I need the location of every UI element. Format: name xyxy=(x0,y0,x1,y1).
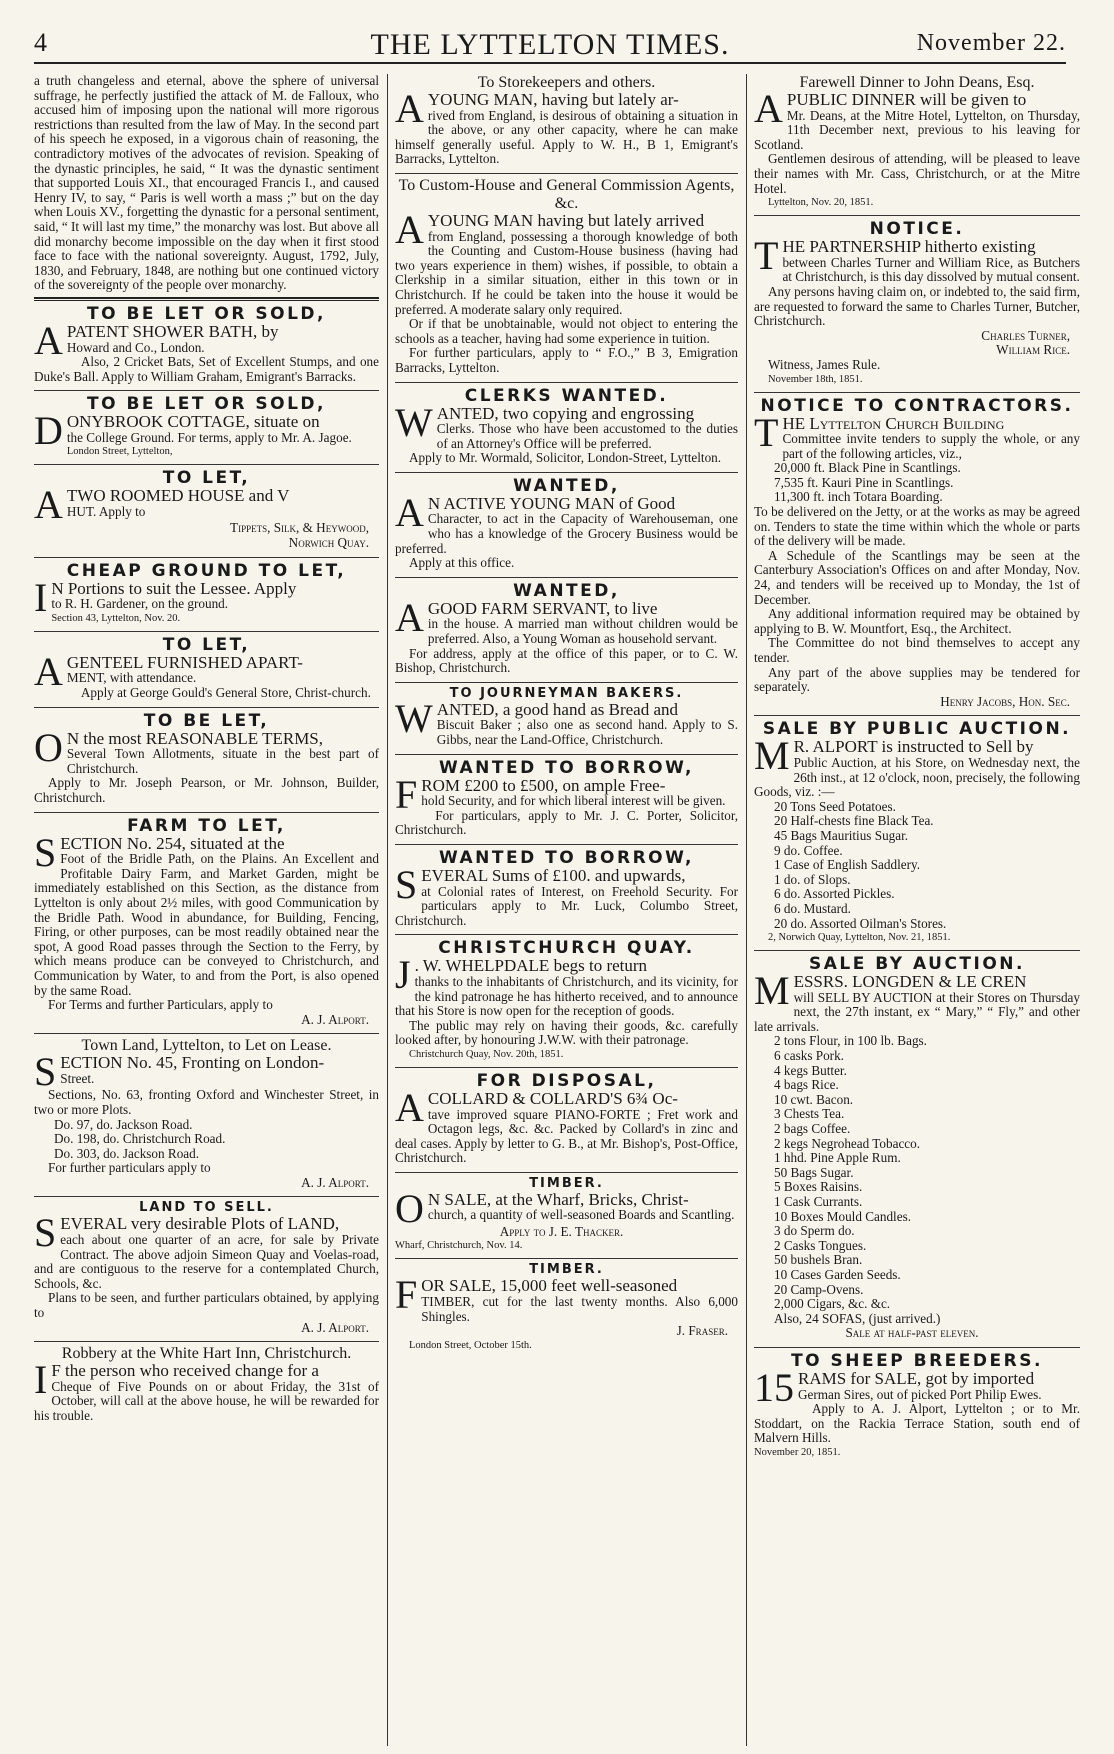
ad-farewell-dinner xyxy=(754,74,1080,212)
divider xyxy=(395,577,738,578)
divider xyxy=(754,950,1080,951)
ad-heading: TO JOURNEYMAN BAKERS. xyxy=(449,685,684,701)
ad-text: HUT. Apply to xyxy=(66,504,146,520)
drop-cap: S xyxy=(34,829,57,875)
ad-notice-partnership xyxy=(754,219,1080,388)
list-item: Also, 24 SOFAS, (just arrived.) xyxy=(774,1310,941,1326)
list-item: 1 Cask Currants. xyxy=(774,1194,863,1209)
divider xyxy=(395,844,738,845)
ad-heading: TIMBER. xyxy=(529,1262,604,1278)
ad-lead: ANTED, two copying and engrossing xyxy=(436,403,695,423)
ad-storekeepers xyxy=(395,74,738,170)
divider xyxy=(754,215,1080,216)
ad-text: to R. H. Gardener, on the ground. xyxy=(51,596,229,612)
drop-cap: S xyxy=(34,1210,57,1256)
ad-heading: TO BE LET, xyxy=(143,710,270,731)
drop-cap: M xyxy=(754,733,790,779)
column-3 xyxy=(754,74,1080,1462)
list-item: 50 bushels Bran. xyxy=(774,1252,863,1268)
list-item: 7,535 ft. Kauri Pine in Scantlings. xyxy=(774,474,954,490)
ad-heading: Farewell Dinner to John Deans, Esq. xyxy=(799,74,1035,91)
ad-lead: HE Lyttelton Church Building xyxy=(782,413,1005,433)
list-item: 45 Bags Mauritius Sugar. xyxy=(774,827,909,843)
ad-lead: ECTION No. 45, Fronting on London- xyxy=(60,1053,325,1073)
ad-text: Apply to Mr. Wormald, Solicitor, London-Street, Lyttelton. xyxy=(409,450,722,466)
ad-lead: GOOD FARM SERVANT, to live xyxy=(427,598,658,618)
divider xyxy=(34,1341,379,1342)
ad-lead: YOUNG MAN having but lately arrived xyxy=(427,210,705,230)
ad-text: Committee invite tenders to supply the whole, or any part of the following articles, viz., xyxy=(782,431,1080,461)
ad-signature: Norwich Quay. xyxy=(288,535,369,551)
drop-cap: T xyxy=(754,409,779,455)
ad-witness: Witness, James Rule. xyxy=(768,356,881,372)
ad-text: Cheque of Five Pounds on or about Friday, the 31st of October, will call at the above house, he will be rewarded for his trouble. xyxy=(34,1378,379,1423)
ad-text: Apply to A. J. Alport, Lyttelton ; or to Mr. Stoddart, on the Rackia Terrace Station, south end of Malvern Hills. xyxy=(754,1401,1080,1446)
ad-text: For Terms and further Particulars, apply to xyxy=(48,997,273,1013)
drop-cap: M xyxy=(754,968,790,1014)
ad-lead: ANTED, a good hand as Bread and xyxy=(436,699,679,719)
ad-text: Apply to Mr. Joseph Pearson, or Mr. Johnson, Builder, Christchurch. xyxy=(34,775,379,805)
ad-heading: Town Land, Lyttelton, to Let on Lease. xyxy=(81,1037,332,1055)
ad-farm-to-let xyxy=(34,816,379,1031)
drop-cap: W xyxy=(395,695,433,741)
list-item: 10 Boxes Mould Candles. xyxy=(774,1208,912,1224)
ad-shower-bath xyxy=(34,304,379,387)
list-item: 50 Bags Sugar. xyxy=(774,1164,854,1180)
ad-text: Clerks. Those who have been accustomed to the duties of an Attorney's Office will be preferred. xyxy=(436,421,738,451)
divider xyxy=(395,934,738,935)
list-item: 9 do. Coffee. xyxy=(774,842,843,858)
ad-journeyman-bakers xyxy=(395,686,738,751)
ad-heading: CHEAP GROUND TO LET, xyxy=(66,560,347,581)
list-item: 2 Casks Tongues. xyxy=(774,1237,867,1253)
ad-lead: N SALE, at the Wharf, Bricks, Christ- xyxy=(427,1189,689,1209)
ad-text: TIMBER, cut for the last twenty months. Also 6,000 Shingles. xyxy=(421,1294,738,1324)
ad-heading: NOTICE. xyxy=(869,219,965,240)
drop-cap: D xyxy=(34,408,63,454)
divider xyxy=(395,1172,738,1173)
ad-timber-2 xyxy=(395,1262,738,1354)
list-item: 2 bags Coffee. xyxy=(774,1121,851,1137)
ad-text: will SELL BY AUCTION at their Stores on Thursday next, the 27th instant, ex “ Mary,” “ Fly,” and other late arrivals. xyxy=(754,989,1080,1034)
ad-text: rived from England, is desirous of obtaining a situation in the above, or any other capacity, where he can make himself generally useful. Apply to W. H., B 1, Emigrant's Barracks, Lyttelton. xyxy=(395,107,738,167)
ad-two-roomed-house xyxy=(34,468,379,553)
drop-cap: A xyxy=(395,206,424,252)
ad-text: Howard and Co., London. xyxy=(66,339,205,355)
ad-lead: ROM £200 to £500, on ample Free- xyxy=(421,775,666,795)
ad-sheep-breeders xyxy=(754,1351,1080,1462)
ad-text: Or if that be unobtainable, would not object to entering the schools as a teacher, having had some experience in tuition. xyxy=(395,316,738,346)
drop-cap: 15 xyxy=(754,1364,794,1410)
drop-cap: I xyxy=(34,1357,48,1403)
ad-text: in the house. A married man without children would be preferred. Also, a Young Woman as household servant. xyxy=(427,616,738,647)
ad-text: For further particulars, apply to “ F.O.,” B 3, Emigration Barracks, Lyttelton. xyxy=(395,345,738,375)
list-item: 10 Cases Garden Seeds. xyxy=(774,1266,901,1282)
ad-text: from England, possessing a thorough knowledge of both the Counting and Custom-House business (having had two years experience in them) wishes, if possible, to obtain a Clerkship in a similar situation, either in this town or in Christchurch. If he could be taken into the house it would be preferred. A moderate salary only required. xyxy=(395,228,738,317)
divider xyxy=(34,390,379,391)
ad-signature: A. J. Alport. xyxy=(301,1319,369,1335)
ad-heading: SALE BY AUCTION. xyxy=(809,954,1025,975)
ad-signature: Henry Jacobs, Hon. Sec. xyxy=(940,693,1070,709)
ad-lead: N the most REASONABLE TERMS, xyxy=(66,728,324,748)
ad-footer: London Street, October 15th. xyxy=(409,1339,532,1351)
ad-wanted-farm-servant xyxy=(395,581,738,679)
ad-signature: A. J. Alport. xyxy=(301,1011,369,1027)
ad-text: German Sires, out of picked Port Philip Ewes. xyxy=(798,1386,1042,1402)
list-item: Do. 97, do. Jackson Road. xyxy=(54,1116,193,1132)
divider xyxy=(34,812,379,813)
ad-lead: GENTEEL FURNISHED APART- xyxy=(66,652,303,672)
ad-signature: William Rice. xyxy=(996,342,1070,358)
ad-lead: N ACTIVE YOUNG MAN of Good xyxy=(427,493,676,513)
ad-heading: TO LET, xyxy=(162,468,251,489)
ad-footer: Lyttelton, Nov. 20, 1851. xyxy=(768,197,874,209)
list-item: 5 Boxes Raisins. xyxy=(774,1179,863,1195)
ad-custom-house xyxy=(395,177,738,379)
ad-text: Mr. Deans, at the Mitre Hotel, Lyttelton, on Thursday, 11th December next, previous to his leaving for Scotland. xyxy=(754,107,1080,152)
divider xyxy=(754,1347,1080,1348)
ad-signature: Apply to J. E. Thacker. xyxy=(499,1223,624,1239)
article-continuation: a truth changeless and eternal, above the sphere of universal suffrage, he perfectly justified the attack of M. de Falloux, who accused him of imposing upon the national will more rigorous restrictions than resulted from the law of May. In the second part of his speech he exposed, in a vigorous chain of reasoning, the contradictory motives of the advocates of revision. Speaking of the dynastic principles, he said, “ It was the dynastic sentiment that supported Louis XI., that encouraged Francis I., and caused Henry IV, to say, “ Paris is well worth a mass ;” but on the day when Louis XV., forgetting the dynastic for a personal sentiment, said, “ It will last my time,” the monarchy was lost. But above all did monarchy become impossible on the day when it first stood face to face with the national sovereignty. August, 1792, July, 1830, and February, 1848, are nothing but one continued victory of the sovereignty of the people over monarchy. xyxy=(34,73,379,293)
ad-lead: PUBLIC DINNER will be given to xyxy=(786,90,1027,109)
ad-text: Gentlemen desirous of attending, will be pleased to leave their names with Mr. Cass, Christchurch, or at the Mitre Hotel. xyxy=(754,151,1080,196)
divider xyxy=(395,472,738,473)
page-number: 4 xyxy=(34,28,47,57)
ad-heading: SALE BY PUBLIC AUCTION. xyxy=(762,719,1072,740)
drop-cap: O xyxy=(34,724,63,770)
list-item: 3 do Sperm do. xyxy=(774,1223,855,1239)
list-item: 1 hhd. Pine Apple Rum. xyxy=(774,1150,901,1166)
drop-cap: A xyxy=(395,594,424,640)
drop-cap: T xyxy=(754,233,779,279)
ad-text: thanks to the inhabitants of Christchurch, and its vicinity, for the kind patronage he has hitherto received, and to announce that his Store is now open for the reception of goods. xyxy=(395,973,738,1019)
ad-text: Biscuit Baker ; also one as second hand. Apply to S. Gibbs, near the Land-Office, Christchurch. xyxy=(436,717,738,747)
ad-heading: To Custom-House and General Commission Agents, &c. xyxy=(398,176,735,212)
ad-heading: To Storekeepers and others. xyxy=(477,74,656,91)
list-item: 2 tons Flour, in 100 lb. Bags. xyxy=(774,1033,927,1049)
ad-heading: TO LET, xyxy=(162,634,251,655)
list-item: 1 Case of English Saddlery. xyxy=(774,857,921,873)
drop-cap: F xyxy=(395,771,418,817)
ad-heading: TO SHEEP BREEDERS. xyxy=(791,1350,1043,1371)
drop-cap: A xyxy=(395,86,424,131)
ad-text: Sections, No. 63, fronting Oxford and Winchester Street, in two or more Plots. xyxy=(34,1087,379,1117)
drop-cap: I xyxy=(34,574,48,620)
ad-text: church, a quantity of well-seasoned Boards and Scantling. xyxy=(427,1207,735,1223)
ad-lead: . W. WHELPDALE begs to return xyxy=(414,956,648,976)
ad-lead: N Portions to suit the Lessee. Apply xyxy=(51,578,297,598)
ad-lead: YOUNG MAN, having but lately ar- xyxy=(427,90,679,109)
ad-furnished-apartment xyxy=(34,635,379,704)
ad-cheap-ground xyxy=(34,561,379,628)
ad-footer: November 20, 1851. xyxy=(754,1446,841,1458)
ad-text: hold Security, and for which liberal interest will be given. xyxy=(421,793,726,809)
ad-lead: HE PARTNERSHIP hitherto existing xyxy=(782,237,1036,257)
list-item: 20 Tons Seed Potatoes. xyxy=(774,798,896,814)
list-item: 20 do. Assorted Oilman's Stores. xyxy=(774,915,947,931)
list-item: 20 Camp-Ovens. xyxy=(774,1281,864,1297)
ad-wanted-warehouseman xyxy=(395,476,738,574)
ad-heading: LAND TO SELL. xyxy=(139,1200,274,1216)
ad-lead: TWO ROOMED HOUSE and V xyxy=(66,486,290,506)
list-item: 11,300 ft. inch Totara Boarding. xyxy=(774,489,943,505)
ad-text: at Colonial rates of Interest, on Freehold Security. For particulars apply to Mr. Luck, Columbo Street, Christchurch. xyxy=(395,883,738,928)
column-2 xyxy=(395,74,738,1355)
ad-timber-1 xyxy=(395,1176,738,1256)
divider xyxy=(395,682,738,683)
ad-footer: Christchurch Quay, Nov. 20th, 1851. xyxy=(409,1048,564,1060)
ad-footer: Section 43, Lyttelton, Nov. 20. xyxy=(51,612,181,624)
drop-cap: A xyxy=(754,86,783,131)
list-item: 4 kegs Butter. xyxy=(774,1062,847,1078)
list-item: Do. 198, do. Christchurch Road. xyxy=(54,1131,226,1147)
ad-heading: FARM TO LET, xyxy=(127,815,286,836)
list-item: 6 do. Assorted Pickles. xyxy=(774,886,895,902)
divider xyxy=(754,715,1080,716)
ad-text: Several Town Allotments, situate in the best part of Christchurch. xyxy=(66,746,379,776)
newspaper-title: THE LYTTELTON TIMES. xyxy=(370,28,730,61)
ad-lead: ECTION No. 254, situated at the xyxy=(60,833,285,853)
ad-text: Any part of the above supplies may be tendered for separately. xyxy=(754,664,1080,695)
list-item: 2,000 Cigars, &c. &c. xyxy=(774,1296,891,1312)
ad-robbery xyxy=(34,1345,379,1426)
drop-cap: S xyxy=(395,861,418,907)
ad-text: between Charles Turner and William Rice, as Butchers at Christchurch, is this day dissolved by mutual consent. xyxy=(782,254,1080,285)
list-item: 1 do. of Slops. xyxy=(774,871,851,887)
ad-lead: EVERAL Sums of £100. and upwards, xyxy=(421,865,686,885)
column-1 xyxy=(34,74,379,1427)
ad-signature: A. J. Alport. xyxy=(301,1174,369,1190)
ad-heading: TIMBER. xyxy=(529,1175,604,1191)
ad-text: Apply at this office. xyxy=(409,555,515,571)
ad-footer: November 18th, 1851. xyxy=(768,373,863,385)
ad-text: Plans to be seen, and further particulars obtained, by applying to xyxy=(34,1290,379,1321)
ad-heading: CHRISTCHURCH QUAY. xyxy=(438,938,695,959)
drop-cap: W xyxy=(395,399,433,445)
ad-signature: J. Fraser. xyxy=(676,1323,728,1339)
drop-cap: F xyxy=(395,1272,418,1318)
ad-text: Foot of the Bridle Path, on the Plains. An Excellent and Profitable Dairy Farm, and Market Garden, might be immediately established on this Section, as the distance from Lyttelton is only about 2½ miles, with good Communication by the Bridle Path. Wood in abundance, for Building, Fencing, Firing, or other purposes, can be most readily obtained near the spot, A good Road passes through the Section to the Ferry, by which means produce can be conveyed to Christchurch, and Communication by Water, to and from the Port, is also opened by the same Road. xyxy=(34,851,379,998)
ad-lead: F the person who received change for a xyxy=(51,1361,319,1381)
list-item: 4 bags Rice. xyxy=(774,1077,839,1093)
ad-heading: NOTICE TO CONTRACTORS. xyxy=(760,395,1074,416)
ad-text: The public may rely on having their goods, &c. carefully looked after, by honouring J.W.W. with their patronage. xyxy=(395,1017,738,1048)
ad-footer: Wharf, Christchurch, Nov. 14. xyxy=(395,1240,523,1252)
ad-text: Also, 2 Cricket Bats, Set of Excellent Stumps, and one Duke's Ball. Apply to William Graham, Emigrant's Barracks. xyxy=(34,354,379,384)
list-item: 20,000 ft. Black Pine in Scantlings. xyxy=(774,460,961,476)
drop-cap: J xyxy=(395,952,411,998)
ad-donybrook-cottage xyxy=(34,394,379,461)
ad-lead: ONYBROOK COTTAGE, situate on xyxy=(66,412,320,432)
ad-footer: London Street, Lyttelton, xyxy=(66,446,173,458)
ad-heading: TO BE LET OR SOLD, xyxy=(87,303,326,324)
ad-wanted-to-borrow-1 xyxy=(395,758,738,841)
ad-wanted-to-borrow-2 xyxy=(395,848,738,931)
ad-text: Any additional information required may be obtained by applying to B. W. Mountfort, Esq., the Architect. xyxy=(754,606,1080,636)
drop-cap: A xyxy=(34,482,63,528)
divider xyxy=(754,392,1080,393)
divider xyxy=(34,464,379,465)
masthead xyxy=(34,28,1066,64)
ad-lead: ESSRS. LONGDEN & LE CREN xyxy=(793,972,1027,992)
ad-text: MENT, with attendance. xyxy=(66,670,197,686)
ad-text: Apply at George Gould's General Store, Christ-church. xyxy=(80,685,371,701)
drop-cap: A xyxy=(395,489,424,535)
list-item: 3 Chests Tea. xyxy=(774,1106,845,1122)
ad-town-land xyxy=(34,1037,379,1193)
ad-land-to-sell xyxy=(34,1200,379,1338)
ad-lead: RAMS for SALE, got by imported xyxy=(798,1368,1035,1388)
ad-heading: WANTED TO BORROW, xyxy=(439,847,694,868)
divider xyxy=(395,754,738,755)
issue-date: November 22. xyxy=(916,30,1066,56)
ad-sale-by-public-auction xyxy=(754,719,1080,947)
list-item: Do. 303, do. Jackson Road. xyxy=(54,1145,200,1161)
list-item: 2 kegs Negrohead Tobacco. xyxy=(774,1135,921,1151)
drop-cap: A xyxy=(395,1084,424,1130)
ad-text: tave improved square PIANO-FORTE ; Fret work and Octagon legs, &c. &c. Packed by Collard's in zinc and deal cases. Apply by letter to G. B., at Mr. Bishop's, Post-Office, Christchurch. xyxy=(395,1106,738,1166)
divider xyxy=(34,557,379,558)
ad-text: Character, to act in the Capacity of Warehouseman, one who has a knowledge of the Grocery Business would be preferred. xyxy=(395,511,738,556)
divider xyxy=(395,1067,738,1068)
ad-signature: Charles Turner, xyxy=(981,327,1070,343)
divider xyxy=(395,173,738,174)
list-item: 6 casks Pork. xyxy=(774,1048,844,1064)
ad-text: Any persons having claim on, or indebted to, the said firm, are requested to forward the same to Charles Turner, Butcher, Christchurch. xyxy=(754,283,1080,329)
ad-lead: R. ALPORT is instructed to Sell by xyxy=(793,737,1034,757)
ad-lead: PATENT SHOWER BATH, by xyxy=(66,321,279,341)
ad-piano-forte xyxy=(395,1071,738,1169)
ad-sale-by-auction xyxy=(754,954,1080,1344)
divider xyxy=(34,631,379,632)
ad-text: To be delivered on the Jetty, or at the works as may be agreed on. Tenders to state the time within which the whole or parts of the delivery will be made. xyxy=(754,504,1080,549)
divider xyxy=(34,1196,379,1197)
ad-footer: 2, Norwich Quay, Lyttelton, Nov. 21, 1851. xyxy=(768,932,951,944)
column-divider xyxy=(746,74,747,1746)
ad-text: A Schedule of the Scantlings may be seen at the Canterbury Association's Offices on and after Monday, Nov. 24, and tenders will be received up to Monday, the 1st of December. xyxy=(754,547,1080,607)
ad-signature: Tippets, Silk, & Heywood, xyxy=(230,520,369,536)
ad-notice-to-contractors xyxy=(754,396,1080,713)
ad-text: For further particulars apply to xyxy=(48,1160,211,1176)
list-item: 20 Half-chests fine Black Tea. xyxy=(774,813,934,829)
ad-signature: Sale at half-past eleven. xyxy=(845,1325,979,1341)
ad-text: For particulars, apply to Mr. J. C. Porter, Solicitor, Christchurch. xyxy=(395,807,738,838)
ad-heading: WANTED TO BORROW, xyxy=(439,757,694,778)
list-item: 6 do. Mustard. xyxy=(774,900,851,916)
divider xyxy=(34,297,379,301)
ad-text: For address, apply at the office of this paper, or to C. W. Bishop, Christchurch. xyxy=(395,645,738,676)
ad-heading: CLERKS WANTED. xyxy=(464,385,669,406)
ad-heading: FOR DISPOSAL, xyxy=(476,1070,657,1091)
ad-to-be-let xyxy=(34,711,379,809)
divider xyxy=(34,707,379,708)
drop-cap: A xyxy=(34,648,63,694)
list-item: 10 cwt. Bacon. xyxy=(774,1091,854,1107)
ad-heading: WANTED, xyxy=(513,580,620,601)
ad-text: Street. xyxy=(60,1070,95,1086)
ad-lead: OR SALE, 15,000 feet well-seasoned xyxy=(421,1276,678,1296)
ad-heading: TO BE LET OR SOLD, xyxy=(87,394,326,415)
ad-clerks-wanted xyxy=(395,386,738,469)
ad-text: the College Ground. For terms, apply to Mr. A. Jagoe. xyxy=(66,429,352,445)
ad-lead: COLLARD & COLLARD'S 6¾ Oc- xyxy=(427,1088,678,1108)
drop-cap: S xyxy=(34,1049,57,1095)
ad-christchurch-quay xyxy=(395,938,738,1064)
ad-text: The Committee do not bind themselves to accept any tender. xyxy=(754,635,1080,665)
divider xyxy=(34,1033,379,1034)
ad-text: Public Auction, at his Store, on Wednesday next, the 26th inst., at 12 o'clock, noon, precisely, the following Goods, viz. :— xyxy=(754,754,1080,800)
drop-cap: A xyxy=(34,317,63,363)
ad-text: each about one quarter of an acre, for sale by Private Contract. The above adjoin Simeon Quay and Voelas-road, and are contiguous to the reserve for a contemplated Church, Schools, &c. xyxy=(34,1232,379,1291)
divider xyxy=(395,1258,738,1259)
ad-heading: WANTED, xyxy=(513,475,620,496)
column-divider xyxy=(387,74,388,1746)
divider xyxy=(395,382,738,383)
drop-cap: O xyxy=(395,1185,424,1231)
ad-heading: Robbery at the White Hart Inn, Christchurch. xyxy=(61,1345,352,1363)
ad-lead: EVERAL very desirable Plots of LAND, xyxy=(60,1214,340,1234)
